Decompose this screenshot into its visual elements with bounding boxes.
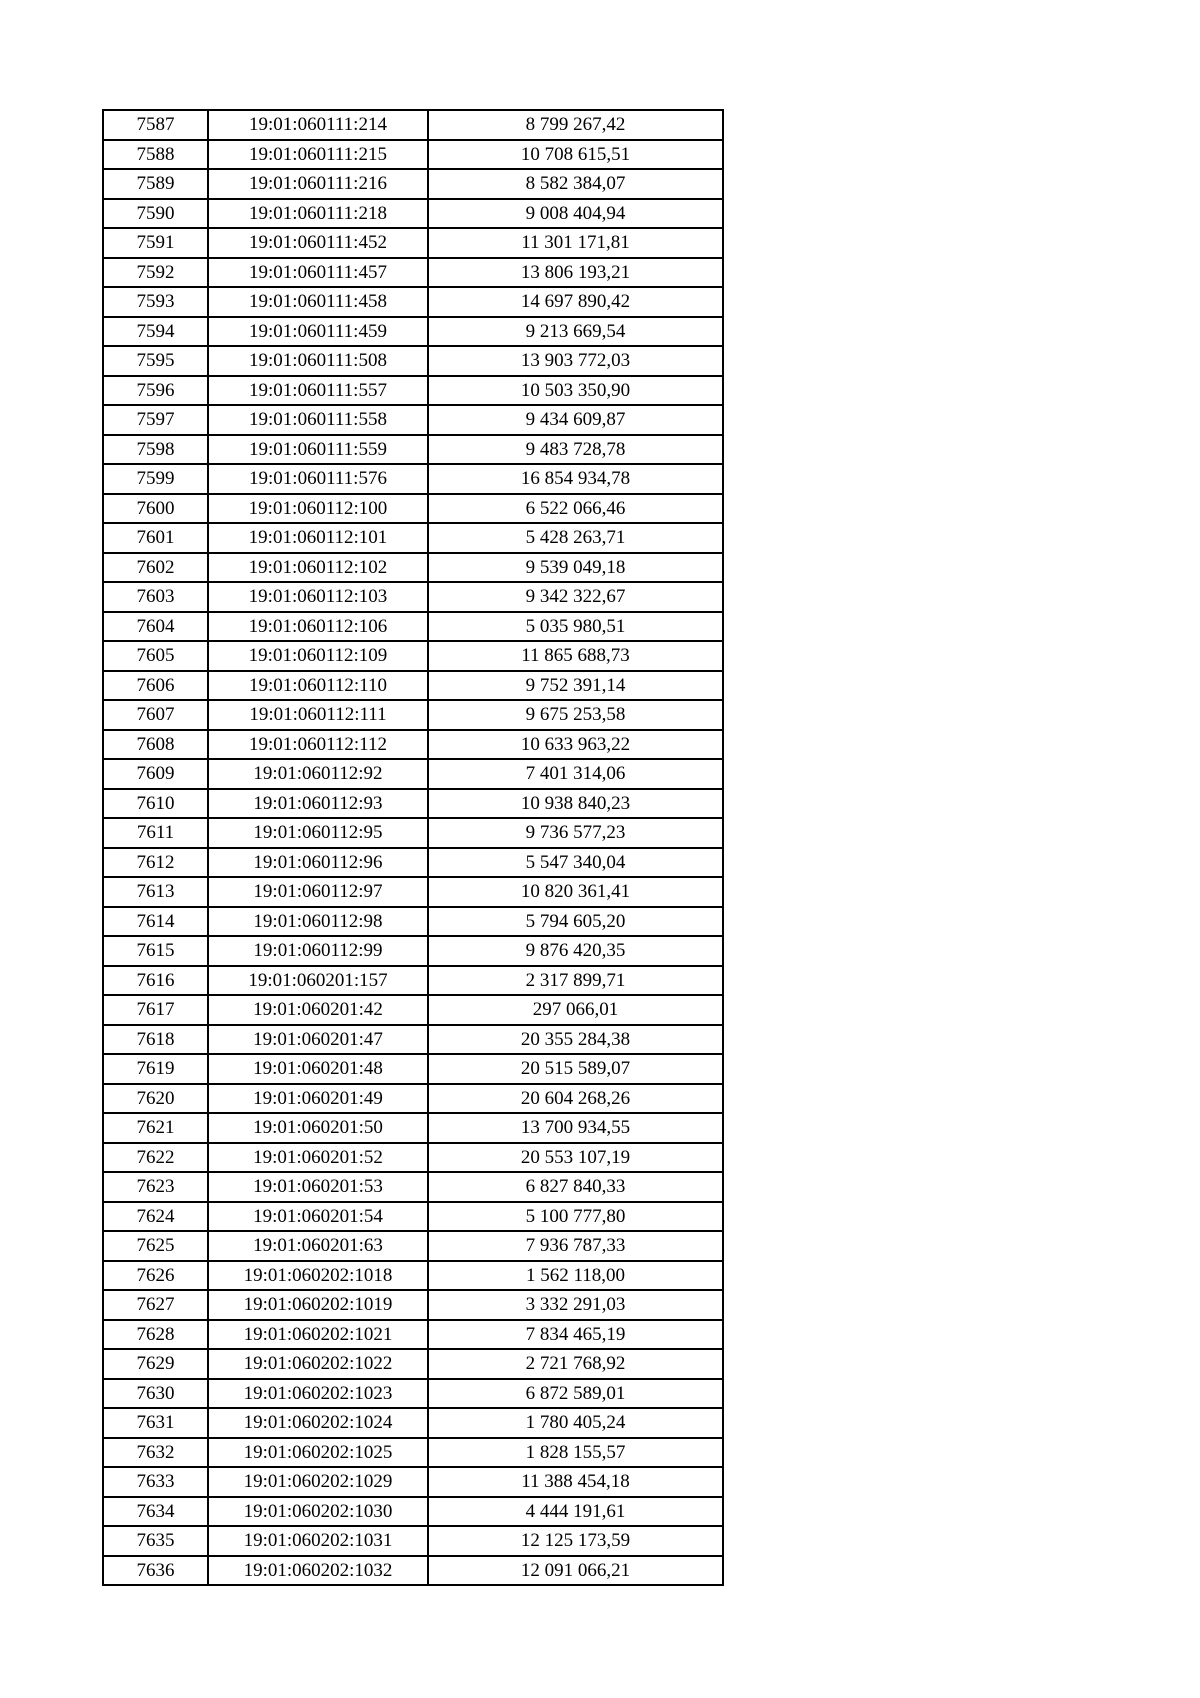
table-row xyxy=(103,671,723,701)
table-row xyxy=(103,553,723,583)
cadastral-number-cell: 19:01:060112:112 xyxy=(208,730,428,760)
table-row xyxy=(103,641,723,671)
value-cell: 5 100 777,80 xyxy=(428,1202,723,1232)
row-number-cell: 7609 xyxy=(103,759,208,789)
value-cell: 11 865 688,73 xyxy=(428,641,723,671)
cadastral-number-cell: 19:01:060111:558 xyxy=(208,405,428,435)
table-row xyxy=(103,1231,723,1261)
row-number-cell: 7634 xyxy=(103,1497,208,1527)
cadastral-number-cell: 19:01:060112:110 xyxy=(208,671,428,701)
value-cell: 12 091 066,21 xyxy=(428,1556,723,1586)
value-cell: 6 522 066,46 xyxy=(428,494,723,524)
table-row xyxy=(103,1379,723,1409)
table-row xyxy=(103,287,723,317)
row-number-cell: 7619 xyxy=(103,1054,208,1084)
row-number-cell: 7621 xyxy=(103,1113,208,1143)
row-number-cell: 7597 xyxy=(103,405,208,435)
table-row xyxy=(103,1054,723,1084)
row-number-cell: 7607 xyxy=(103,700,208,730)
value-cell: 5 428 263,71 xyxy=(428,523,723,553)
table-row xyxy=(103,405,723,435)
cadastral-number-cell: 19:01:060112:98 xyxy=(208,907,428,937)
value-cell: 9 752 391,14 xyxy=(428,671,723,701)
cadastral-number-cell: 19:01:060111:215 xyxy=(208,140,428,170)
value-cell: 20 604 268,26 xyxy=(428,1084,723,1114)
table-row xyxy=(103,1172,723,1202)
row-number-cell: 7593 xyxy=(103,287,208,317)
row-number-cell: 7602 xyxy=(103,553,208,583)
cadastral-number-cell: 19:01:060112:92 xyxy=(208,759,428,789)
value-cell: 9 434 609,87 xyxy=(428,405,723,435)
table-row xyxy=(103,1143,723,1173)
cadastral-number-cell: 19:01:060201:52 xyxy=(208,1143,428,1173)
table-row xyxy=(103,317,723,347)
value-cell: 9 736 577,23 xyxy=(428,818,723,848)
table-row xyxy=(103,1084,723,1114)
table-row xyxy=(103,612,723,642)
value-cell: 5 547 340,04 xyxy=(428,848,723,878)
cadastral-number-cell: 19:01:060112:103 xyxy=(208,582,428,612)
value-cell: 3 332 291,03 xyxy=(428,1290,723,1320)
row-number-cell: 7618 xyxy=(103,1025,208,1055)
table-row xyxy=(103,1526,723,1556)
table-row xyxy=(103,140,723,170)
cadastral-number-cell: 19:01:060201:53 xyxy=(208,1172,428,1202)
cadastral-number-cell: 19:01:060202:1022 xyxy=(208,1349,428,1379)
cadastral-number-cell: 19:01:060202:1031 xyxy=(208,1526,428,1556)
value-cell: 9 008 404,94 xyxy=(428,199,723,229)
value-cell: 8 799 267,42 xyxy=(428,110,723,140)
value-cell: 16 854 934,78 xyxy=(428,464,723,494)
table-row xyxy=(103,1349,723,1379)
value-cell: 9 876 420,35 xyxy=(428,936,723,966)
table-row xyxy=(103,1467,723,1497)
row-number-cell: 7605 xyxy=(103,641,208,671)
cadastral-number-cell: 19:01:060202:1024 xyxy=(208,1408,428,1438)
row-number-cell: 7628 xyxy=(103,1320,208,1350)
cadastral-number-cell: 19:01:060111:458 xyxy=(208,287,428,317)
row-number-cell: 7617 xyxy=(103,995,208,1025)
cadastral-number-cell: 19:01:060202:1019 xyxy=(208,1290,428,1320)
table-row xyxy=(103,1556,723,1586)
row-number-cell: 7604 xyxy=(103,612,208,642)
cadastral-number-cell: 19:01:060111:216 xyxy=(208,169,428,199)
table-row xyxy=(103,907,723,937)
cadastral-number-cell: 19:01:060111:459 xyxy=(208,317,428,347)
cadastral-number-cell: 19:01:060202:1029 xyxy=(208,1467,428,1497)
row-number-cell: 7631 xyxy=(103,1408,208,1438)
row-number-cell: 7613 xyxy=(103,877,208,907)
value-cell: 297 066,01 xyxy=(428,995,723,1025)
table-row xyxy=(103,228,723,258)
row-number-cell: 7599 xyxy=(103,464,208,494)
row-number-cell: 7614 xyxy=(103,907,208,937)
row-number-cell: 7623 xyxy=(103,1172,208,1202)
table-row xyxy=(103,1261,723,1291)
value-cell: 13 903 772,03 xyxy=(428,346,723,376)
cadastral-number-cell: 19:01:060111:576 xyxy=(208,464,428,494)
cadastral-number-cell: 19:01:060111:508 xyxy=(208,346,428,376)
table-row xyxy=(103,523,723,553)
row-number-cell: 7636 xyxy=(103,1556,208,1586)
cadastral-number-cell: 19:01:060202:1021 xyxy=(208,1320,428,1350)
row-number-cell: 7632 xyxy=(103,1438,208,1468)
value-cell: 12 125 173,59 xyxy=(428,1526,723,1556)
cadastral-number-cell: 19:01:060112:97 xyxy=(208,877,428,907)
table-row xyxy=(103,1320,723,1350)
table-row xyxy=(103,1497,723,1527)
table-row xyxy=(103,730,723,760)
cadastral-number-cell: 19:01:060111:559 xyxy=(208,435,428,465)
table-row xyxy=(103,169,723,199)
cadastral-number-cell: 19:01:060112:106 xyxy=(208,612,428,642)
row-number-cell: 7600 xyxy=(103,494,208,524)
value-cell: 7 936 787,33 xyxy=(428,1231,723,1261)
row-number-cell: 7627 xyxy=(103,1290,208,1320)
value-cell: 9 675 253,58 xyxy=(428,700,723,730)
cadastral-number-cell: 19:01:060112:95 xyxy=(208,818,428,848)
row-number-cell: 7594 xyxy=(103,317,208,347)
value-cell: 9 539 049,18 xyxy=(428,553,723,583)
row-number-cell: 7595 xyxy=(103,346,208,376)
value-cell: 10 820 361,41 xyxy=(428,877,723,907)
value-cell: 1 828 155,57 xyxy=(428,1438,723,1468)
value-cell: 20 553 107,19 xyxy=(428,1143,723,1173)
value-cell: 4 444 191,61 xyxy=(428,1497,723,1527)
table-row xyxy=(103,494,723,524)
cadastral-number-cell: 19:01:060112:109 xyxy=(208,641,428,671)
table-row xyxy=(103,1202,723,1232)
value-cell: 13 700 934,55 xyxy=(428,1113,723,1143)
table-row xyxy=(103,1290,723,1320)
table-row xyxy=(103,258,723,288)
cadastral-number-cell: 19:01:060202:1018 xyxy=(208,1261,428,1291)
row-number-cell: 7588 xyxy=(103,140,208,170)
table-row xyxy=(103,848,723,878)
value-cell: 9 483 728,78 xyxy=(428,435,723,465)
cadastral-number-cell: 19:01:060111:218 xyxy=(208,199,428,229)
cadastral-number-cell: 19:01:060201:54 xyxy=(208,1202,428,1232)
row-number-cell: 7596 xyxy=(103,376,208,406)
table-row xyxy=(103,877,723,907)
cadastral-number-cell: 19:01:060201:49 xyxy=(208,1084,428,1114)
value-cell: 11 388 454,18 xyxy=(428,1467,723,1497)
value-cell: 6 872 589,01 xyxy=(428,1379,723,1409)
value-cell: 8 582 384,07 xyxy=(428,169,723,199)
value-cell: 5 794 605,20 xyxy=(428,907,723,937)
table-body xyxy=(103,110,723,1585)
value-cell: 11 301 171,81 xyxy=(428,228,723,258)
cadastral-number-cell: 19:01:060202:1032 xyxy=(208,1556,428,1586)
table-row xyxy=(103,199,723,229)
cadastral-number-cell: 19:01:060201:48 xyxy=(208,1054,428,1084)
cadastral-number-cell: 19:01:060201:47 xyxy=(208,1025,428,1055)
table-row xyxy=(103,759,723,789)
row-number-cell: 7606 xyxy=(103,671,208,701)
row-number-cell: 7610 xyxy=(103,789,208,819)
cadastral-number-cell: 19:01:060112:111 xyxy=(208,700,428,730)
cadastral-number-cell: 19:01:060201:50 xyxy=(208,1113,428,1143)
cadastral-number-cell: 19:01:060202:1023 xyxy=(208,1379,428,1409)
cadastral-number-cell: 19:01:060112:93 xyxy=(208,789,428,819)
value-cell: 10 938 840,23 xyxy=(428,789,723,819)
value-cell: 14 697 890,42 xyxy=(428,287,723,317)
table-row xyxy=(103,700,723,730)
value-cell: 5 035 980,51 xyxy=(428,612,723,642)
cadastral-number-cell: 19:01:060111:457 xyxy=(208,258,428,288)
cadastral-number-cell: 19:01:060111:452 xyxy=(208,228,428,258)
value-cell: 13 806 193,21 xyxy=(428,258,723,288)
row-number-cell: 7620 xyxy=(103,1084,208,1114)
value-cell: 10 503 350,90 xyxy=(428,376,723,406)
row-number-cell: 7608 xyxy=(103,730,208,760)
row-number-cell: 7603 xyxy=(103,582,208,612)
value-cell: 2 317 899,71 xyxy=(428,966,723,996)
table-row xyxy=(103,995,723,1025)
row-number-cell: 7629 xyxy=(103,1349,208,1379)
value-cell: 1 780 405,24 xyxy=(428,1408,723,1438)
cadastral-number-cell: 19:01:060201:42 xyxy=(208,995,428,1025)
value-cell: 1 562 118,00 xyxy=(428,1261,723,1291)
row-number-cell: 7592 xyxy=(103,258,208,288)
table-row xyxy=(103,1113,723,1143)
value-cell: 6 827 840,33 xyxy=(428,1172,723,1202)
cadastral-number-cell: 19:01:060202:1025 xyxy=(208,1438,428,1468)
cadastral-number-cell: 19:01:060112:100 xyxy=(208,494,428,524)
table-row xyxy=(103,966,723,996)
row-number-cell: 7601 xyxy=(103,523,208,553)
row-number-cell: 7625 xyxy=(103,1231,208,1261)
value-cell: 10 633 963,22 xyxy=(428,730,723,760)
table-row xyxy=(103,936,723,966)
row-number-cell: 7611 xyxy=(103,818,208,848)
cadastral-number-cell: 19:01:060201:63 xyxy=(208,1231,428,1261)
value-cell: 9 213 669,54 xyxy=(428,317,723,347)
data-table xyxy=(102,109,724,1586)
value-cell: 7 401 314,06 xyxy=(428,759,723,789)
cadastral-number-cell: 19:01:060112:101 xyxy=(208,523,428,553)
row-number-cell: 7635 xyxy=(103,1526,208,1556)
row-number-cell: 7616 xyxy=(103,966,208,996)
value-cell: 20 515 589,07 xyxy=(428,1054,723,1084)
cadastral-number-cell: 19:01:060112:102 xyxy=(208,553,428,583)
cadastral-number-cell: 19:01:060111:214 xyxy=(208,110,428,140)
table-row xyxy=(103,818,723,848)
row-number-cell: 7630 xyxy=(103,1379,208,1409)
row-number-cell: 7591 xyxy=(103,228,208,258)
table-row xyxy=(103,1408,723,1438)
row-number-cell: 7598 xyxy=(103,435,208,465)
cadastral-number-cell: 19:01:060111:557 xyxy=(208,376,428,406)
row-number-cell: 7622 xyxy=(103,1143,208,1173)
table-row xyxy=(103,1438,723,1468)
table-row xyxy=(103,376,723,406)
table-row xyxy=(103,464,723,494)
table-row xyxy=(103,789,723,819)
value-cell: 9 342 322,67 xyxy=(428,582,723,612)
row-number-cell: 7612 xyxy=(103,848,208,878)
value-cell: 2 721 768,92 xyxy=(428,1349,723,1379)
row-number-cell: 7590 xyxy=(103,199,208,229)
row-number-cell: 7624 xyxy=(103,1202,208,1232)
row-number-cell: 7587 xyxy=(103,110,208,140)
table-row xyxy=(103,1025,723,1055)
value-cell: 10 708 615,51 xyxy=(428,140,723,170)
row-number-cell: 7615 xyxy=(103,936,208,966)
value-cell: 7 834 465,19 xyxy=(428,1320,723,1350)
table-row xyxy=(103,346,723,376)
value-cell: 20 355 284,38 xyxy=(428,1025,723,1055)
cadastral-number-cell: 19:01:060202:1030 xyxy=(208,1497,428,1527)
table-row xyxy=(103,435,723,465)
cadastral-number-cell: 19:01:060112:99 xyxy=(208,936,428,966)
row-number-cell: 7633 xyxy=(103,1467,208,1497)
cadastral-number-cell: 19:01:060112:96 xyxy=(208,848,428,878)
table-row xyxy=(103,582,723,612)
row-number-cell: 7589 xyxy=(103,169,208,199)
row-number-cell: 7626 xyxy=(103,1261,208,1291)
table-row xyxy=(103,110,723,140)
cadastral-number-cell: 19:01:060201:157 xyxy=(208,966,428,996)
